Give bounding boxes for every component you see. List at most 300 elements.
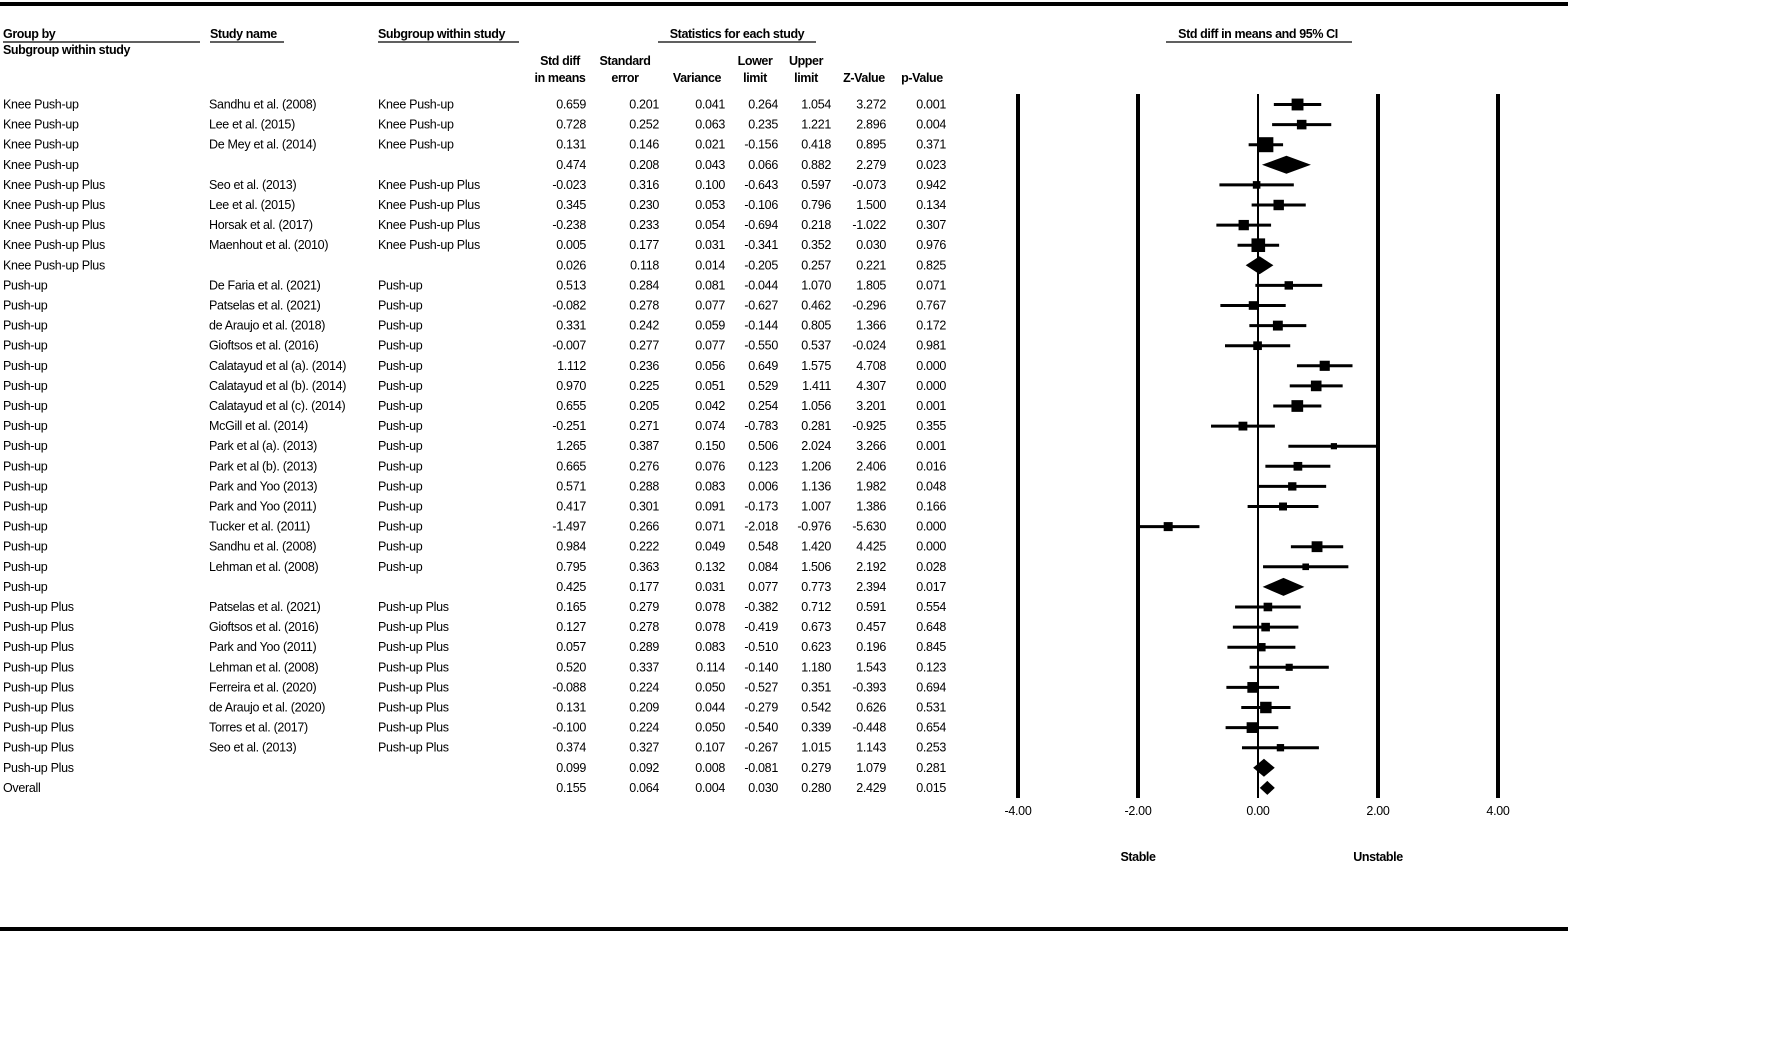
- cell-study: Horsak et al. (2017): [209, 218, 313, 233]
- cell-study: Seo et al. (2013): [209, 740, 297, 755]
- cell-p-value: 0.001: [916, 439, 946, 454]
- cell-group: Push-up: [3, 499, 48, 514]
- cell-standard-error: 0.208: [629, 157, 659, 172]
- cell-z-value: 2.279: [856, 157, 886, 172]
- cell-study: Ferreira et al. (2020): [209, 680, 317, 695]
- cell-p-value: 0.028: [916, 559, 946, 574]
- cell-lower-limit: -0.540: [744, 720, 778, 735]
- header-study-name: Study name: [210, 27, 277, 41]
- cell-upper-limit: 0.796: [801, 198, 831, 212]
- cell-p-value: 0.355: [916, 419, 946, 434]
- cell-upper-limit: -0.976: [797, 519, 831, 534]
- cell-group: Push-up Plus: [3, 760, 74, 775]
- cell-std-diff: 0.374: [556, 740, 586, 755]
- table-row: [3, 640, 946, 654]
- cell-variance: 0.083: [695, 640, 725, 655]
- effect-square: [1239, 422, 1248, 431]
- cell-variance: 0.050: [695, 720, 725, 735]
- cell-variance: 0.050: [695, 680, 725, 695]
- cell-standard-error: 0.242: [629, 318, 659, 333]
- x-tick-label: -2.00: [1124, 804, 1152, 818]
- effect-square: [1239, 220, 1249, 230]
- effect-square: [1277, 744, 1284, 751]
- cell-z-value: 1.386: [856, 499, 886, 514]
- cell-group: Push-up: [3, 278, 48, 293]
- cell-subgroup: Push-up Plus: [378, 720, 449, 735]
- table-row: [3, 379, 946, 393]
- cell-group: Push-up: [3, 338, 48, 353]
- cell-study: Sandhu et al. (2008): [209, 539, 317, 554]
- cell-standard-error: 0.092: [629, 760, 659, 775]
- cell-variance: 0.049: [695, 539, 725, 554]
- effect-square: [1288, 482, 1296, 490]
- cell-group: Push-up: [3, 459, 48, 474]
- cell-p-value: 0.845: [916, 640, 946, 655]
- effect-square: [1273, 321, 1283, 331]
- cell-standard-error: 0.177: [629, 579, 659, 594]
- cell-lower-limit: -0.783: [744, 419, 778, 434]
- cell-study: Lee et al. (2015): [209, 198, 295, 212]
- cell-std-diff: 0.131: [556, 137, 586, 152]
- cell-subgroup: Push-up Plus: [378, 680, 449, 695]
- header-statistics: Statistics for each study: [669, 27, 805, 41]
- cell-lower-limit: -0.140: [744, 660, 778, 675]
- cell-upper-limit: 1.221: [801, 117, 831, 132]
- cell-z-value: 0.895: [856, 137, 886, 152]
- effect-square: [1251, 238, 1265, 252]
- cell-std-diff: 0.474: [556, 157, 586, 172]
- cell-p-value: 0.825: [916, 258, 946, 273]
- cell-standard-error: 0.118: [630, 258, 659, 273]
- cell-p-value: 0.767: [916, 298, 946, 313]
- cell-z-value: 0.196: [856, 640, 886, 655]
- effect-square: [1261, 623, 1270, 632]
- cell-p-value: 0.015: [916, 780, 946, 795]
- cell-standard-error: 0.177: [629, 238, 659, 253]
- cell-group: Push-up Plus: [3, 620, 74, 635]
- cell-lower-limit: -2.018: [744, 519, 778, 534]
- effect-square: [1247, 682, 1258, 693]
- cell-z-value: -0.296: [852, 298, 886, 313]
- cell-lower-limit: 0.030: [748, 780, 778, 795]
- table-row: [3, 500, 946, 514]
- cell-subgroup: Push-up Plus: [378, 600, 449, 614]
- cell-std-diff: 0.127: [556, 620, 586, 635]
- cell-standard-error: 0.064: [629, 780, 659, 795]
- table-row: [3, 138, 946, 152]
- table-row: [3, 721, 946, 735]
- cell-lower-limit: 0.264: [748, 97, 778, 112]
- cell-upper-limit: 2.024: [801, 439, 831, 454]
- cell-upper-limit: 0.280: [801, 780, 831, 795]
- cell-lower-limit: -0.341: [744, 238, 778, 253]
- cell-upper-limit: 1.206: [801, 459, 831, 474]
- cell-group: Knee Push-up: [3, 97, 79, 112]
- cell-z-value: 0.591: [856, 600, 886, 614]
- cell-p-value: 0.554: [916, 600, 946, 614]
- col-header-variance: Variance: [672, 71, 722, 85]
- cell-variance: 0.100: [695, 177, 725, 192]
- favours-right-label: Unstable: [1353, 850, 1403, 864]
- cell-std-diff: 0.513: [556, 278, 586, 293]
- cell-lower-limit: 0.077: [748, 579, 778, 594]
- cell-variance: 0.083: [695, 479, 725, 494]
- cell-upper-limit: 0.462: [801, 298, 831, 313]
- col-header-p-value: p-Value: [901, 71, 943, 85]
- effect-square: [1247, 722, 1258, 733]
- cell-study: Calatayud et al (b). (2014): [209, 378, 347, 393]
- cell-subgroup: Push-up Plus: [378, 700, 449, 715]
- cell-std-diff: -0.007: [552, 338, 586, 353]
- cell-subgroup: Knee Push-up: [378, 137, 454, 152]
- cell-subgroup: Push-up: [378, 298, 423, 313]
- table-row: [3, 479, 946, 493]
- table-row: [3, 118, 946, 132]
- col-header-standard-error: error: [611, 71, 639, 85]
- cell-group: Push-up: [3, 579, 48, 594]
- cell-study: Park and Yoo (2013): [209, 479, 318, 494]
- table-row: [3, 560, 946, 574]
- table-row: [3, 600, 946, 614]
- cell-subgroup: Knee Push-up Plus: [378, 218, 480, 233]
- cell-study: Gioftsos et al. (2016): [209, 338, 319, 353]
- effect-square: [1253, 341, 1262, 350]
- cell-lower-limit: -0.106: [744, 198, 778, 212]
- effect-square: [1286, 664, 1293, 671]
- effect-square: [1260, 702, 1271, 713]
- x-tick-label: -4.00: [1004, 804, 1032, 818]
- cell-standard-error: 0.289: [629, 640, 659, 655]
- table-row: [3, 278, 946, 292]
- cell-study: Park and Yoo (2011): [209, 640, 317, 655]
- effect-square: [1249, 301, 1258, 310]
- cell-subgroup: Push-up: [378, 479, 423, 494]
- cell-p-value: 0.281: [916, 760, 946, 775]
- cell-variance: 0.021: [695, 137, 725, 152]
- cell-standard-error: 0.224: [629, 680, 659, 695]
- cell-lower-limit: 0.649: [748, 358, 778, 373]
- cell-variance: 0.063: [695, 117, 725, 132]
- cell-lower-limit: -0.144: [744, 318, 778, 333]
- col-header-z-value: Z-Value: [843, 71, 885, 85]
- subgroup-summary-row: [3, 580, 946, 594]
- col-header-lower-limit: Lower: [737, 54, 773, 68]
- cell-study: McGill et al. (2014): [209, 419, 308, 434]
- cell-upper-limit: 1.506: [801, 559, 831, 574]
- cell-group: Push-up Plus: [3, 700, 74, 715]
- cell-subgroup: Push-up Plus: [378, 640, 449, 655]
- cell-upper-limit: 0.673: [801, 620, 831, 635]
- cell-standard-error: 0.284: [629, 278, 659, 293]
- cell-group: Push-up: [3, 358, 48, 373]
- cell-z-value: -0.073: [852, 177, 886, 192]
- cell-std-diff: -1.497: [552, 519, 586, 534]
- cell-std-diff: 0.099: [556, 760, 586, 775]
- effect-square: [1258, 137, 1273, 152]
- cell-standard-error: 0.327: [629, 740, 659, 755]
- subgroup-summary-row: [3, 158, 946, 172]
- cell-std-diff: 1.265: [556, 439, 586, 454]
- cell-p-value: 0.976: [916, 238, 946, 253]
- cell-std-diff: 0.795: [556, 559, 586, 574]
- cell-standard-error: 0.288: [629, 479, 659, 494]
- cell-lower-limit: -0.627: [744, 298, 778, 313]
- cell-p-value: 0.531: [916, 700, 946, 715]
- cell-lower-limit: 0.123: [748, 459, 778, 474]
- cell-standard-error: 0.301: [629, 499, 659, 514]
- cell-p-value: 0.016: [916, 459, 946, 474]
- effect-square: [1273, 200, 1283, 210]
- cell-std-diff: 0.005: [556, 238, 586, 253]
- cell-z-value: 2.394: [856, 579, 886, 594]
- cell-variance: 0.051: [695, 378, 725, 393]
- favours-left-label: Stable: [1120, 850, 1156, 864]
- cell-upper-limit: 0.279: [801, 760, 831, 775]
- cell-variance: 0.031: [695, 238, 725, 253]
- cell-std-diff: -0.238: [552, 218, 586, 233]
- cell-std-diff: 0.331: [556, 318, 586, 333]
- cell-upper-limit: 1.420: [801, 539, 831, 554]
- effect-square: [1292, 99, 1304, 111]
- effect-square: [1331, 443, 1337, 449]
- cell-variance: 0.076: [695, 459, 725, 474]
- cell-variance: 0.044: [695, 700, 725, 715]
- effect-square: [1291, 400, 1303, 412]
- col-header-lower-limit: limit: [743, 71, 767, 85]
- table-row: [3, 419, 946, 433]
- table-row: [3, 319, 946, 333]
- cell-variance: 0.053: [695, 198, 725, 212]
- header-subgroup: Subgroup within study: [378, 27, 506, 41]
- cell-p-value: 0.371: [916, 137, 946, 152]
- overall-row: [3, 781, 946, 795]
- cell-upper-limit: 0.351: [801, 680, 831, 695]
- cell-study: Lehman et al. (2008): [209, 660, 319, 675]
- cell-subgroup: Push-up: [378, 338, 423, 353]
- cell-p-value: 0.981: [916, 338, 946, 353]
- cell-std-diff: 0.057: [556, 640, 586, 655]
- cell-z-value: 2.192: [856, 559, 886, 574]
- cell-lower-limit: 0.084: [748, 559, 778, 574]
- cell-standard-error: 0.363: [629, 559, 659, 574]
- cell-subgroup: Push-up: [378, 439, 423, 454]
- cell-std-diff: -0.251: [552, 419, 586, 434]
- cell-standard-error: 0.277: [629, 338, 659, 353]
- table-row: [3, 459, 946, 473]
- cell-upper-limit: 0.623: [801, 640, 831, 655]
- cell-subgroup: Knee Push-up Plus: [378, 177, 480, 192]
- x-tick-label: 2.00: [1366, 804, 1390, 818]
- table-row: [3, 520, 946, 534]
- cell-lower-limit: 0.548: [748, 539, 778, 554]
- table-row: [3, 540, 946, 554]
- cell-lower-limit: 0.254: [748, 399, 778, 413]
- cell-study: Park and Yoo (2011): [209, 499, 317, 514]
- cell-lower-limit: 0.066: [748, 157, 778, 172]
- cell-subgroup: Push-up Plus: [378, 620, 449, 635]
- cell-p-value: 0.001: [916, 97, 946, 112]
- cell-lower-limit: -0.081: [744, 760, 778, 775]
- cell-standard-error: 0.276: [629, 459, 659, 474]
- cell-lower-limit: -0.279: [744, 700, 778, 715]
- table-row: [3, 680, 946, 694]
- cell-p-value: 0.648: [916, 620, 946, 635]
- cell-study: De Faria et al. (2021): [209, 278, 321, 293]
- cell-std-diff: -0.100: [552, 720, 586, 735]
- cell-standard-error: 0.209: [629, 700, 659, 715]
- cell-study: Patselas et al. (2021): [209, 298, 321, 313]
- cell-upper-limit: 0.773: [801, 579, 831, 594]
- cell-study: De Mey et al. (2014): [209, 137, 317, 152]
- effect-square: [1164, 522, 1173, 531]
- cell-variance: 0.150: [695, 439, 725, 454]
- cell-group: Push-up: [3, 479, 48, 494]
- cell-group: Push-up Plus: [3, 600, 74, 614]
- cell-z-value: 1.366: [856, 318, 886, 333]
- cell-study: Sandhu et al. (2008): [209, 97, 317, 112]
- effect-square: [1311, 381, 1322, 392]
- cell-z-value: -0.393: [852, 680, 886, 695]
- col-header-upper-limit: Upper: [788, 54, 824, 68]
- cell-group: Knee Push-up: [3, 137, 79, 152]
- cell-subgroup: Push-up: [378, 278, 423, 293]
- cell-group: Push-up: [3, 419, 48, 434]
- table-row: [3, 741, 946, 755]
- cell-subgroup: Push-up: [378, 459, 423, 474]
- cell-lower-limit: -0.044: [744, 278, 778, 293]
- cell-group: Push-up: [3, 298, 48, 313]
- table-row: [3, 198, 946, 212]
- cell-standard-error: 0.278: [629, 620, 659, 635]
- cell-variance: 0.078: [695, 620, 725, 635]
- cell-variance: 0.091: [695, 499, 725, 514]
- cell-variance: 0.081: [695, 278, 725, 293]
- cell-p-value: 0.172: [916, 318, 946, 333]
- cell-lower-limit: -0.694: [744, 218, 778, 233]
- cell-p-value: 0.048: [916, 479, 946, 494]
- cell-p-value: 0.000: [916, 358, 946, 373]
- cell-z-value: 2.406: [856, 459, 886, 474]
- cell-study: Gioftsos et al. (2016): [209, 620, 319, 635]
- cell-std-diff: 0.984: [556, 539, 586, 554]
- cell-std-diff: 0.425: [556, 579, 586, 594]
- cell-z-value: -0.448: [852, 720, 886, 735]
- cell-upper-limit: 0.537: [801, 338, 831, 353]
- cell-std-diff: 0.026: [556, 258, 586, 273]
- cell-study: Calatayud et al (c). (2014): [209, 399, 346, 413]
- effect-square: [1294, 462, 1303, 471]
- cell-z-value: 3.266: [856, 439, 886, 454]
- cell-lower-limit: 0.235: [748, 117, 778, 132]
- cell-upper-limit: 0.418: [801, 137, 831, 152]
- cell-lower-limit: -0.419: [744, 620, 778, 635]
- cell-variance: 0.004: [695, 780, 725, 795]
- cell-subgroup: Knee Push-up Plus: [378, 238, 480, 253]
- cell-z-value: 3.201: [856, 399, 886, 413]
- cell-standard-error: 0.271: [629, 419, 659, 434]
- table-row: [3, 339, 946, 353]
- cell-z-value: 1.079: [856, 760, 886, 775]
- cell-z-value: 1.982: [856, 479, 886, 494]
- cell-group: Overall: [3, 780, 41, 795]
- cell-z-value: -1.022: [852, 218, 886, 233]
- cell-std-diff: 0.665: [556, 459, 586, 474]
- col-header-standard-error: Standard: [599, 54, 651, 68]
- cell-study: Lee et al. (2015): [209, 117, 295, 132]
- effect-square: [1264, 603, 1273, 612]
- cell-p-value: 0.017: [916, 579, 946, 594]
- cell-std-diff: 0.155: [556, 780, 586, 795]
- cell-z-value: 4.307: [856, 378, 886, 393]
- cell-group: Push-up Plus: [3, 680, 74, 695]
- cell-std-diff: -0.082: [552, 298, 586, 313]
- cell-subgroup: Push-up: [378, 378, 423, 393]
- summary-diamond: [1246, 256, 1274, 274]
- effect-square: [1297, 120, 1307, 130]
- cell-group: Knee Push-up Plus: [3, 198, 105, 212]
- cell-upper-limit: 1.575: [801, 358, 831, 373]
- cell-subgroup: Push-up: [378, 419, 423, 434]
- cell-subgroup: Push-up: [378, 399, 423, 413]
- cell-standard-error: 0.252: [629, 117, 659, 132]
- cell-std-diff: 0.520: [556, 660, 586, 675]
- cell-p-value: 0.123: [916, 660, 946, 675]
- table-row: [3, 399, 946, 413]
- cell-standard-error: 0.225: [629, 378, 659, 393]
- cell-group: Push-up: [3, 519, 48, 534]
- cell-group: Push-up: [3, 439, 48, 454]
- cell-upper-limit: 1.054: [801, 97, 831, 112]
- cell-z-value: 0.030: [856, 238, 886, 253]
- col-header-std-diff: Std diff: [540, 54, 580, 68]
- cell-std-diff: -0.023: [552, 177, 586, 192]
- cell-std-diff: 0.345: [556, 198, 586, 212]
- summary-diamond: [1263, 578, 1305, 596]
- cell-study: Calatayud et al (a). (2014): [209, 358, 347, 373]
- cell-variance: 0.008: [695, 760, 725, 775]
- cell-z-value: 3.272: [856, 97, 886, 112]
- cell-group: Push-up: [3, 539, 48, 554]
- plot-area: [1005, 94, 1510, 864]
- header-plot-title: Std diff in means and 95% CI: [1178, 27, 1338, 41]
- cell-variance: 0.078: [695, 600, 725, 614]
- col-header-upper-limit: limit: [794, 71, 818, 85]
- cell-standard-error: 0.146: [629, 137, 659, 152]
- cell-std-diff: 0.728: [556, 117, 586, 132]
- cell-p-value: 0.004: [916, 117, 946, 132]
- cell-study: de Araujo et al. (2018): [209, 318, 326, 333]
- table-row: [3, 218, 946, 232]
- cell-standard-error: 0.233: [629, 218, 659, 233]
- cell-group: Knee Push-up: [3, 117, 79, 132]
- cell-p-value: 0.134: [916, 198, 946, 212]
- cell-upper-limit: 1.180: [801, 660, 831, 675]
- cell-lower-limit: -0.643: [744, 177, 778, 192]
- header-group-by: Group by: [3, 27, 56, 41]
- cell-standard-error: 0.205: [629, 399, 659, 413]
- cell-variance: 0.074: [695, 419, 725, 434]
- cell-lower-limit: -0.205: [744, 258, 778, 273]
- cell-standard-error: 0.201: [629, 97, 659, 112]
- cell-z-value: 1.500: [856, 198, 886, 212]
- effect-square: [1285, 281, 1293, 289]
- cell-standard-error: 0.337: [629, 660, 659, 675]
- cell-standard-error: 0.279: [629, 600, 659, 614]
- cell-z-value: 4.425: [856, 539, 886, 554]
- cell-p-value: 0.166: [916, 499, 946, 514]
- table-row: [3, 98, 946, 112]
- cell-upper-limit: 1.015: [801, 740, 831, 755]
